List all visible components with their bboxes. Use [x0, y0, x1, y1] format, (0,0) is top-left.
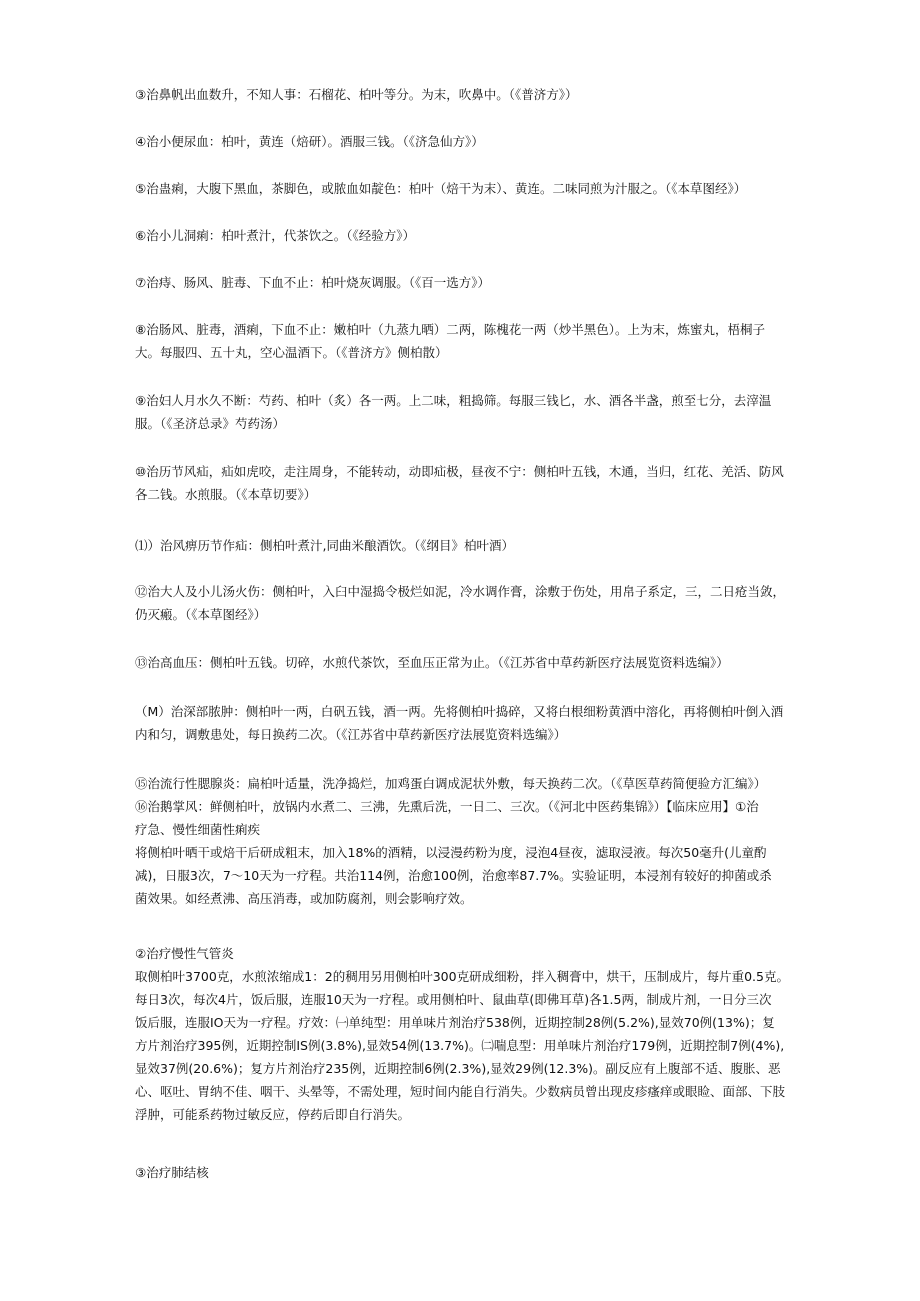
text-line: ⑮治流行性腮腺炎：扁柏叶适量，洗净捣烂，加鸡蛋白调成泥状外敷，每天换药二次。（《草医草药简便验方汇编》） [135, 776, 767, 791]
paragraph-4-hematuria [135, 130, 790, 153]
text-line: （M）治深部脓肿：侧柏叶一两，白矾五钱，酒一两。先将侧柏叶捣碎，又将白根细粉黄酒中溶化，再将侧柏叶倒入酒 [135, 704, 784, 719]
text-line: ②治疗慢性气管炎 [135, 946, 234, 961]
text-line: ③治疗肺结核 [135, 1165, 209, 1180]
paragraph-15-clinical-dysentery [135, 772, 790, 910]
text-line: ⑥治小儿洞痢：柏叶煮汁，代茶饮之。（《经验方》） [135, 228, 415, 243]
paragraph-13-hypertension [135, 651, 790, 674]
text-line: ⑴）治风痹历节作疝：侧柏叶煮汁,同曲米酿酒饮。（《纲目》柏叶酒） [135, 538, 514, 553]
text-line: 疗急、慢性细菌性痢疾 [135, 822, 261, 837]
text-line: ⑧治肠风、脏毒，酒痢，下血不止：嫩柏叶（九蒸九晒）二两，陈槐花一两（炒半黑色）。上为末，炼蜜丸，梧桐子 [135, 322, 765, 337]
paragraph-6-child-dysentery [135, 224, 790, 247]
paragraph-12-burns [135, 580, 790, 626]
paragraph-11-wind-bi [135, 534, 790, 557]
text-line: ⑤治蛊痢，大腹下黑血，茶脚色，或脓血如靛色：柏叶（焙干为末）、黄连。二味同煎为汁服之。（《本草图经》） [135, 181, 747, 196]
text-line: 各二钱。水煎服。（《本草切要》） [135, 487, 317, 502]
text-line: 每日3次，每次4片，饭后服，连服10天为一疗程。或用侧柏叶、鼠曲草(即佛耳草)各1.5两，制成片剂，一日分三次 [135, 992, 772, 1007]
text-line: ⑦治痔、肠风、脏毒、下血不止：柏叶烧灰调服。（《百一选方》） [135, 275, 490, 290]
text-line: 减)，日服3次，7〜10天为一疗程。共治114例，治愈100例，治愈率87.7%。实验证明，本浸剂有较好的抑菌或杀 [135, 868, 772, 883]
paragraph-tuberculosis [135, 1161, 790, 1184]
text-line: 方片剂治疗395例，近期控制IS例(3.8%),显效54例(13.7%)。㈡喘息型：用单味片剂治疗179例，近期控制7例(4%), [135, 1038, 785, 1053]
text-line: 心、呕吐、胃纳不佳、咽干、头晕等，不需处理，短时间内能自行消失。少数病员曾出现皮疹瘙痒或眼睑、面部、下肢 [135, 1084, 786, 1099]
text-line: ⑯治鹅掌风：鲜侧柏叶，放锅内水煮二、三沸，先熏后洗，一日二、三次。（《河北中医药集锦》）【临床应用】①治 [135, 799, 759, 814]
text-line: ⑩治历节风疝，疝如虎咬，走注周身，不能转动，动即疝极，昼夜不宁：侧柏叶五钱，木通，当归，红花、羌活、防风 [135, 464, 784, 479]
paragraph-14-abscess [135, 700, 790, 746]
text-line: 浮肿，可能系药物过敏反应，停药后即自行消失。 [135, 1107, 411, 1122]
paragraph-5-dysentery [135, 177, 790, 200]
text-line: 将侧柏叶晒干或焙干后研成粗末，加入18%的酒精，以浸漫药粉为度，浸泡4昼夜，滤取浸液。每次50毫升(儿童酌 [135, 845, 767, 860]
text-line: ⑫治大人及小儿汤火伤：侧柏叶，入臼中湿捣令极烂如泥，冷水调作膏，涂敷于伤处，用帛子系定，三，二日疮当敛， [135, 584, 786, 599]
text-line: 菌效果。如经煮沸、高压消毒，或加防腐剂，则会影响疗效。 [135, 891, 473, 906]
text-line: 大。每服四、五十丸，空心温酒下。（《普济方》侧柏散） [135, 345, 448, 360]
text-line: 仍灭瘢。（《本草图经》） [135, 607, 267, 622]
text-line: 取侧柏叶3700克，水煎浓缩成1：2的稠用另用侧柏叶300克研成细粉，拌入稠膏中，烘干，压制成片，每片重0.5克。 [135, 969, 789, 984]
paragraph-7-hemorrhoids [135, 271, 790, 294]
text-line: ⑨治妇人月水久不断：芍药、柏叶（炙）各一两。上二味，粗捣筛。每服三钱匕，水、酒各半盏，煎至七分，去滓温 [135, 393, 772, 408]
text-line: ④治小便尿血：柏叶，黄连（焙研）。酒服三钱。（《济急仙方》） [135, 134, 484, 149]
text-line: 饭后服，连服IO天为一疗程。疗效：㈠单纯型：用单味片剂治疗538例，近期控制28例(5.2%),显效70例(13%)；复 [135, 1015, 775, 1030]
text-line: ⑬治高血压：侧柏叶五钱。切碎，水煎代茶饮，至血压正常为止。（《江苏省中草药新医疗法展览资料选编》） [135, 655, 729, 670]
text-line: ③治鼻帆出血数升，不知人事：石榴花、柏叶等分。为末，吹鼻中。（《普济方》） [135, 87, 578, 102]
paragraph-8-intestinal-wind [135, 318, 790, 364]
text-line: 服。（《圣济总录》芍药汤） [135, 416, 286, 431]
text-line: 显效37例(20.6%)；复方片剂治疗235例，近期控制6例(2.3%),显效29例(12.3%)。副反应有上腹部不适、腹胀、恶 [135, 1061, 781, 1076]
paragraph-9-menstruation [135, 389, 790, 435]
paragraph-chronic-bronchitis [135, 942, 790, 1126]
paragraph-3-nosebleed [135, 83, 790, 106]
text-line: 内和匀，调敷患处，每日换药二次。（《江苏省中草药新医疗法展览资料选编》） [135, 727, 567, 742]
paragraph-10-joint-pain [135, 460, 790, 506]
